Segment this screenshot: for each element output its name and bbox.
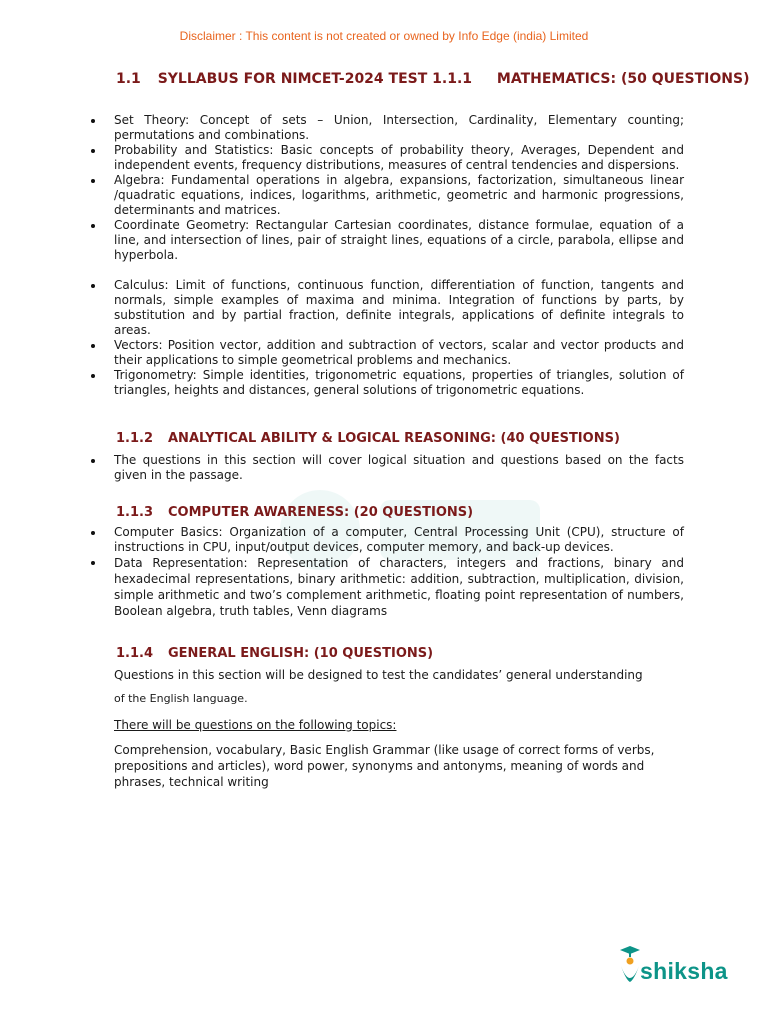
section-title: ANALYTICAL ABILITY & LOGICAL REASONING: (40 QUESTIONS) (168, 431, 620, 446)
topics-heading: There will be questions on the following topics: (114, 718, 397, 732)
section-title: GENERAL ENGLISH: (10 QUESTIONS) (168, 646, 434, 661)
heading-subtitle: MATHEMATICS: (50 QUESTIONS) (496, 71, 750, 87)
list-item: Data Representation: Representation of characters, integers and fractions, binary and hexadecimal representations, binary arithmetic: addition, subtraction, multiplication, division, simple arithmetic and two’s complement arithmetic, floating point representation of numbers, Boolean algebra, truth tables, Venn diagrams (84, 555, 684, 619)
list-item: Set Theory: Concept of sets – Union, Intersection, Cardinality, Elementary counting; permutations and combinations. (84, 113, 684, 143)
list-item: Coordinate Geometry: Rectangular Cartesian coordinates, distance formulae, equation of a line, and intersection of lines, pair of straight lines, equations of a circle, parabola, ellipse and hyperbola. (84, 218, 684, 263)
list-item: Probability and Statistics: Basic concepts of probability theory, Averages, Dependent and independent events, frequency distributions, measures of central tendencies and dispersions. (84, 143, 684, 173)
list-item: Vectors: Position vector, addition and subtraction of vectors, scalar and vector products and their applications to simple geometrical problems and mechanics. (84, 338, 684, 368)
section-title: COMPUTER AWARENESS: (20 QUESTIONS) (168, 505, 474, 520)
computer-list (84, 525, 684, 619)
list-item: The questions in this section will cover logical situation and questions based on the facts given in the passage. (84, 453, 684, 483)
shiksha-logo (618, 946, 738, 994)
section-heading-computer (116, 505, 473, 520)
list-item: Algebra: Fundamental operations in algebra, expansions, factorization, simultaneous linear /quadratic equations, indices, logarithms, arithmetic, geometric and harmonic progressions, determinants and matrices. (84, 173, 684, 218)
section-heading-analytical (116, 431, 620, 446)
analytical-list (84, 453, 684, 483)
syllabus-heading (116, 71, 750, 87)
logo-text: shiksha (640, 958, 728, 984)
list-item: Calculus: Limit of functions, continuous function, differentiation of function, tangents and normals, simple examples of maxima and minima. Integration of functions by parts, by substitution and by partial fraction, definite integrals, applications of definite integrals to areas. (84, 278, 684, 338)
section-number: 1.1.4 (116, 646, 154, 661)
english-topics: Comprehension, vocabulary, Basic English Grammar (like usage of correct forms of verbs, prepositions and articles), word power, synonyms and antonyms, meaning of words and phrases, technical writing (114, 743, 655, 789)
heading-title: SYLLABUS FOR NIMCET-2024 TEST 1.1.1 (157, 71, 473, 87)
section-heading-english (116, 646, 433, 661)
disclaimer-text: Disclaimer : This content is not created or owned by Info Edge (india) Limited (179, 29, 589, 43)
shiksha-logo-icon (618, 946, 642, 992)
list-item: Trigonometry: Simple identities, trigonometric equations, properties of triangles, solution of triangles, heights and distances, general solutions of trigonometric equations. (84, 368, 684, 398)
list-item: Computer Basics: Organization of a computer, Central Processing Unit (CPU), structure of instructions in CPU, input/output devices, computer memory, and back-up devices. (84, 525, 684, 555)
english-intro-line2: of the English language. (114, 692, 248, 705)
section-number: 1.1.2 (116, 431, 154, 446)
math-topics-list (84, 113, 684, 398)
section-number: 1.1.3 (116, 505, 154, 520)
english-intro-line1: Questions in this section will be designed to test the candidates’ general understanding (114, 668, 643, 682)
heading-number: 1.1 (116, 71, 141, 87)
